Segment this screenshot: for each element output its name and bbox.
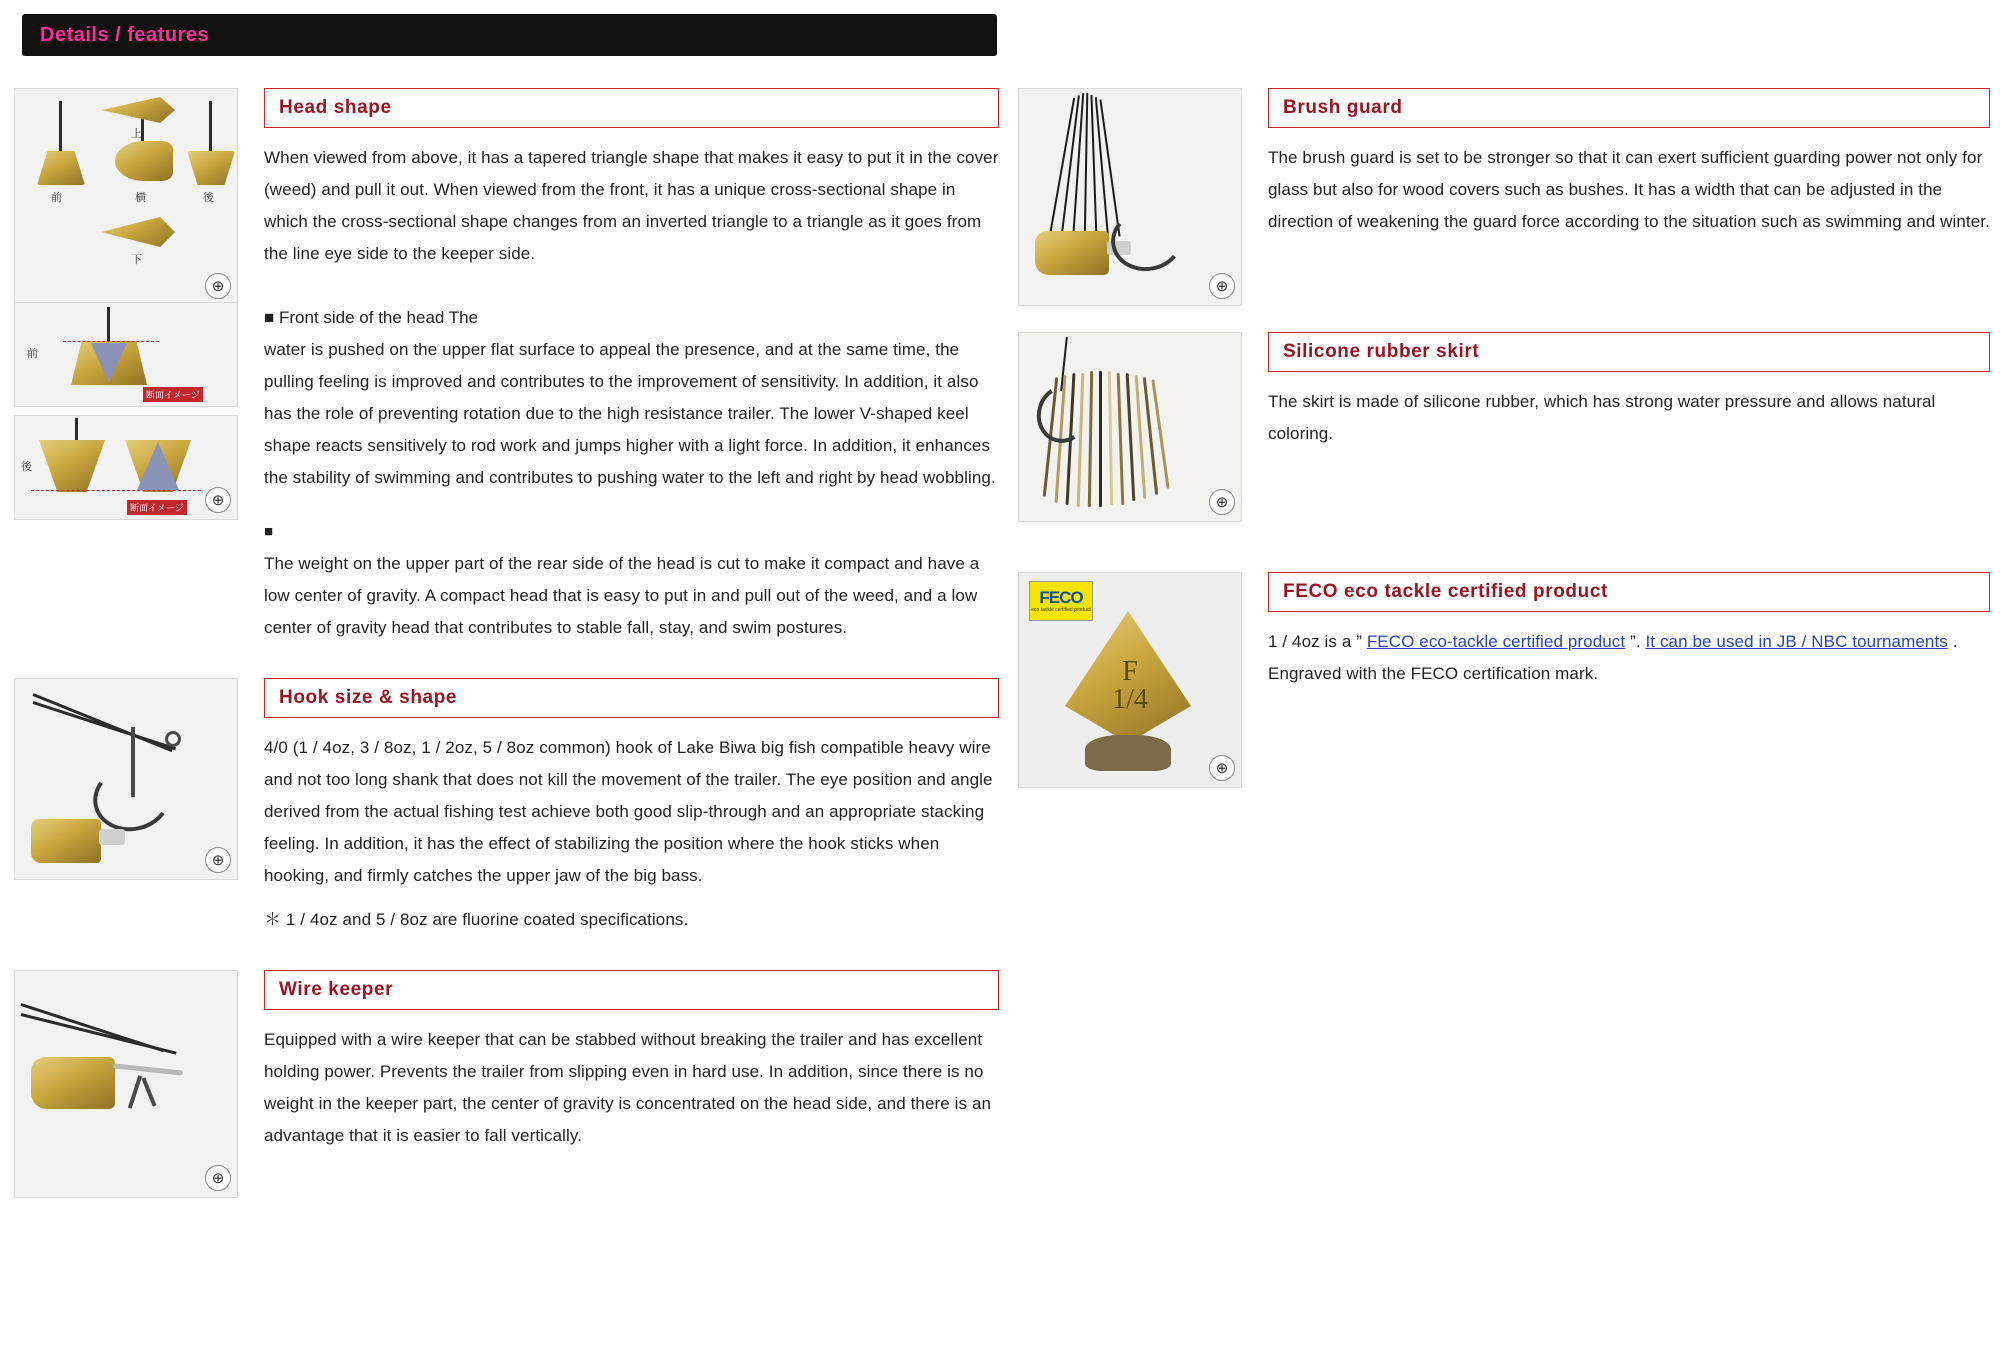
thumbnail-brush-guard[interactable]: [1018, 88, 1242, 306]
feco-badge-subtext: eco tackle certified product: [1031, 607, 1091, 613]
feco-text: [1250, 572, 1990, 712]
feco-badge-text: FECO: [1039, 588, 1083, 607]
skirt-strand: [1088, 371, 1093, 507]
feco-prefix: 1 / 4oz is a ”: [1268, 632, 1367, 651]
block-brush-guard: [1018, 88, 1990, 314]
zoom-icon[interactable]: ⊕: [205, 273, 231, 299]
thumbnail-group-wire-keeper: [14, 970, 246, 1206]
zoom-icon[interactable]: ⊕: [1209, 489, 1235, 515]
right-column: [1018, 88, 1990, 808]
zoom-icon[interactable]: ⊕: [1209, 755, 1235, 781]
cross-section-back-illustration: [15, 416, 237, 519]
left-column: [14, 88, 999, 1218]
head-cs-back-left: [39, 440, 105, 492]
zoom-icon[interactable]: ⊕: [205, 1165, 231, 1191]
thumbnail-group-skirt: [1018, 332, 1250, 530]
brush-guard-illustration: [1019, 89, 1241, 305]
keeper-barb-2: [142, 1077, 157, 1106]
brush-guard-text: [1250, 88, 1990, 260]
cross-section-dashline-front: [63, 341, 159, 342]
thumbnail-hook[interactable]: [14, 678, 238, 880]
brush-guard-jig-head: [1035, 231, 1109, 275]
jb-nbc-tournaments-link[interactable]: It can be used in JB / NBC tournaments: [1645, 632, 1948, 651]
label-back: 後: [203, 192, 214, 204]
bullet-rear-body: The weight on the upper part of the rear side of the head is cut to make it compact and have a low center of gravity. A compact head that is easy to put in and pull out of the weed, and a low center of gravity head that contributes to stable fall, stay, and swim postures.: [264, 554, 980, 637]
label-bottom: 下: [131, 254, 142, 266]
hook-text: [246, 678, 999, 958]
block-head-cross-section: [14, 302, 999, 666]
hook-illustration: [15, 679, 237, 879]
block-feco: [1018, 572, 1990, 796]
block-hook-size-shape: [14, 678, 999, 958]
skirt-paragraph: The skirt is made of silicone rubber, which has strong water pressure and allows natural coloring.: [1268, 392, 1936, 443]
brush-strand: [1084, 93, 1089, 243]
wire-front: [59, 101, 62, 153]
cross-section-text: [246, 302, 999, 666]
keeper-shank: [113, 1063, 183, 1075]
engraving-line-1: F: [1122, 656, 1138, 687]
label-back-cs: 後: [21, 461, 32, 473]
bullet-front-body: water is pushed on the upper flat surface to appeal the presence, and at the same time, the pulling feeling is improved and contributes to the improvement of sensitivity. In addition, it also has the role of preventing rotation due to the high resistance trailer. The lower V-shaped keel shape reacts sensitively to rod work and jumps higher with a light force. In addition, it enhances the stability of swimming and contributes to pushing water to the left and right by head wobbling.: [264, 340, 996, 487]
thumbnail-cross-section-back[interactable]: [14, 415, 238, 520]
feco-paragraph: [1268, 626, 1990, 690]
skirt-strand: [1108, 371, 1113, 505]
zoom-icon[interactable]: ⊕: [205, 847, 231, 873]
skirt-strand: [1126, 373, 1136, 501]
head-back-view: [187, 151, 235, 185]
engraving-line-2: 1/4: [1112, 684, 1148, 715]
brush-guard-hook: [1107, 204, 1187, 275]
feco-certified-link[interactable]: FECO eco-tackle certified product: [1366, 632, 1626, 651]
thumbnail-wire-keeper[interactable]: [14, 970, 238, 1198]
block-wire-keeper: [14, 970, 999, 1206]
wire-keeper-illustration: [15, 971, 237, 1197]
wire-cs-front: [107, 307, 110, 343]
label-side: 横: [135, 192, 146, 204]
keeper-barb-1: [128, 1075, 142, 1109]
head-shape-text: [246, 88, 999, 292]
brush-guard-paragraph: The brush guard is set to be stronger so that it can exert sufficient guarding power not only for glass but also for wood covers such as bushes. It has a width that can be adjusted in the direction of weakening the guard force according to the situation such as swimming and winter.: [1268, 148, 1990, 231]
thumbnail-group-brush-guard: [1018, 88, 1250, 314]
thumbnail-cross-section-front[interactable]: [14, 302, 238, 407]
hook-eye: [165, 731, 181, 747]
bullet-front-head: ■ Front side of the head The: [264, 308, 479, 327]
head-front-view: [37, 151, 85, 185]
block-silicone-skirt: [1018, 332, 1990, 530]
thumbnail-group-head-shape: [14, 88, 246, 314]
skirt-text: [1250, 332, 1990, 472]
wire-keeper-text: [246, 970, 999, 1174]
label-front: 前: [51, 192, 62, 204]
section-title-head-shape: Head shape: [264, 88, 999, 128]
skirt-illustration: [1019, 333, 1241, 521]
wire-cs-back: [75, 418, 78, 442]
label-front-cs: 前: [27, 348, 38, 360]
thumbnail-head-views[interactable]: [14, 88, 238, 306]
brush-wire-hook-2: [33, 701, 177, 750]
head-bottom-view: [101, 217, 175, 247]
label-section-image-back: 断面イメージ: [127, 500, 187, 515]
head-views-illustration: [15, 89, 237, 305]
wire-back: [209, 101, 212, 153]
brush-strand: [1049, 98, 1075, 236]
section-title-skirt: Silicone rubber skirt: [1268, 332, 1990, 372]
label-top: 上: [131, 128, 142, 140]
jig-head-body: [31, 819, 101, 863]
thumbnail-group-cross-section: [14, 302, 246, 528]
skirt-strand: [1117, 373, 1125, 505]
head-side-view: [115, 141, 173, 181]
hook-paragraph: 4/0 (1 / 4oz, 3 / 8oz, 1 / 2oz, 5 / 8oz common) hook of Lake Biwa big fish compatible heavy wire and not too long shank that does not kill the movement of the trailer. The eye position and angle derived from the actual fishing test achieve both good slip-through and an appropriate stacking feeling. In addition, it has the effect of stabilizing the position where the hook sticks when hooking, and firmly catches the upper jaw of the big bass.: [264, 738, 993, 885]
section-title-hook: Hook size & shape: [264, 678, 999, 718]
skirt-hook: [1031, 380, 1095, 449]
hook-note: ＊ 1 / 4oz and 5 / 8oz are fluorine coated specifications.: [264, 910, 689, 929]
thumbnail-feco[interactable]: [1018, 572, 1242, 788]
bullet-rear-head: ■: [264, 523, 274, 540]
page-title: Details / features: [40, 23, 210, 46]
head-top-view: [101, 97, 175, 123]
thumbnail-skirt[interactable]: [1018, 332, 1242, 522]
wire-keeper-paragraph: Equipped with a wire keeper that can be stabbed without breaking the trailer and has excellent holding power. Prevents the trailer from slipping even in hard use. In addition, since there is no weight in the keeper part, the center of gravity is concentrated on the head side, and there is an advantage that it is easier to fall vertically.: [264, 1030, 992, 1145]
keeper-wire-2: [21, 1013, 177, 1055]
feco-logo-badge: [1029, 581, 1093, 621]
feco-suffix: . Engraved with the FECO certification mark.: [1268, 632, 1958, 683]
keeper-jig-head: [31, 1057, 115, 1109]
block-head-shape: [14, 88, 999, 314]
cross-section-triangle-front: [91, 343, 127, 383]
section-title-brush-guard: Brush guard: [1268, 88, 1990, 128]
thumbnail-group-feco: [1018, 572, 1250, 796]
cross-section-dashline-back: [31, 490, 201, 491]
label-section-image-front: 断面イメージ: [143, 387, 203, 402]
section-header-bar: [22, 14, 997, 56]
head-shape-paragraph: When viewed from above, it has a tapered triangle shape that makes it easy to put it in the cover (weed) and pull it out. When viewed from the front, it has a unique cross-sectional shape in which the cross-sectional shape changes from an inverted triangle to a triangle as it goes from the line eye side to the keeper side.: [264, 148, 999, 263]
feco-illustration: [1019, 573, 1241, 787]
section-title-feco: FECO eco tackle certified product: [1268, 572, 1990, 612]
zoom-icon[interactable]: ⊕: [1209, 273, 1235, 299]
feco-mid: ”.: [1625, 632, 1646, 651]
cross-section-front-illustration: [15, 303, 237, 406]
cross-section-triangle-back: [137, 442, 179, 490]
skirt-strand: [1099, 371, 1102, 507]
keeper-collar: [99, 829, 125, 845]
brush-strand: [1072, 93, 1084, 243]
feco-skirt-base: [1085, 735, 1171, 771]
thumbnail-group-hook: [14, 678, 246, 888]
section-title-wire-keeper: Wire keeper: [264, 970, 999, 1010]
zoom-icon[interactable]: ⊕: [205, 487, 231, 513]
